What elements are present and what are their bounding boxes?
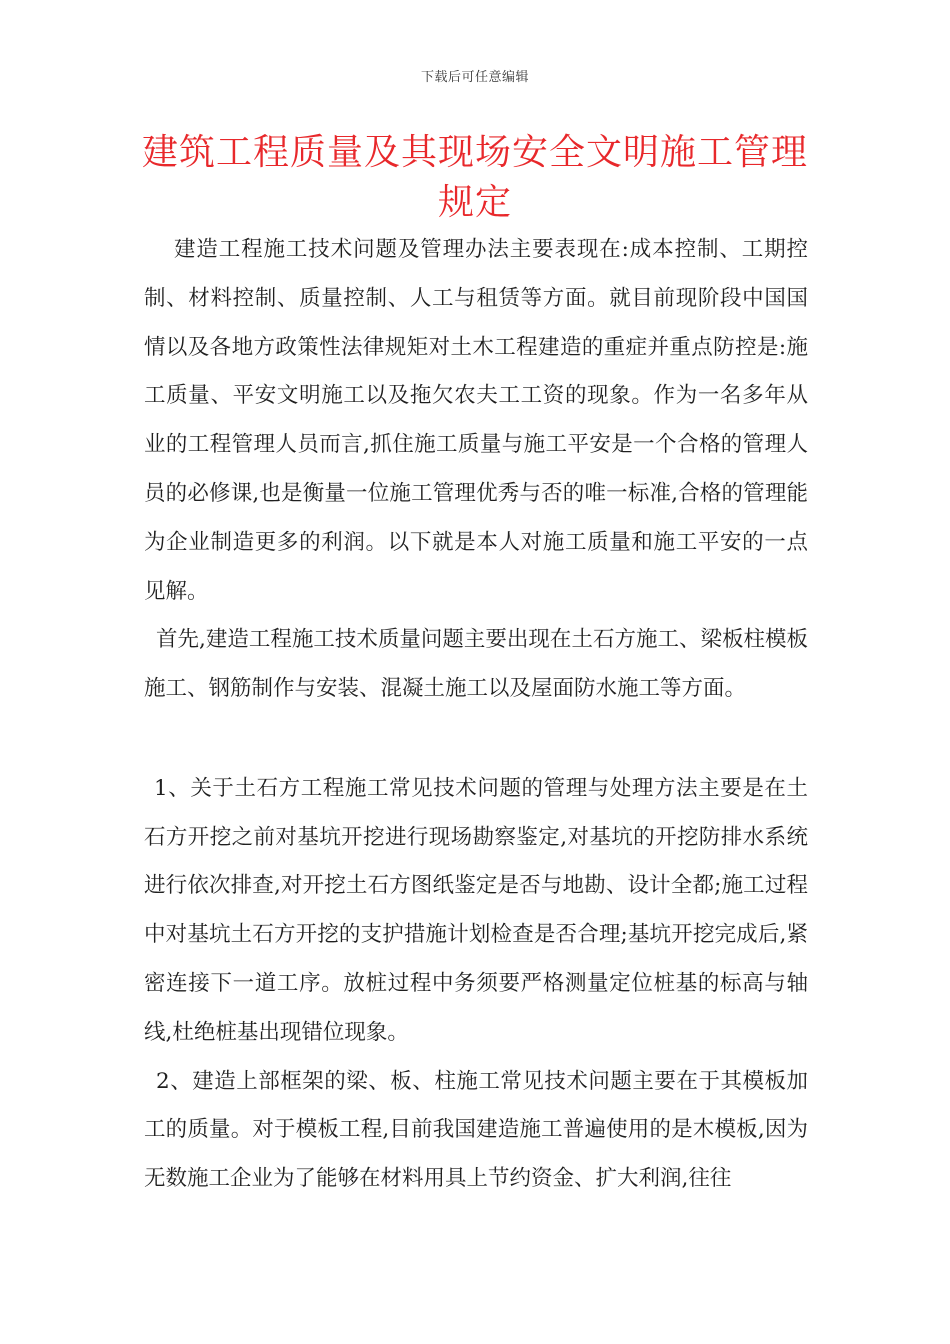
paragraph-item-2: 2、建造上部框架的梁、板、柱施工常见技术问题主要在于其模板加工的质量。对于模板工程,目前我国建造施工普遍使用的是木模板,因为无数施工企业为了能够在材料用具上节约资金、扩大利润,往往	[144, 1068, 808, 1192]
document-body	[144, 226, 808, 1204]
paragraph-item-1: 1、关于土石方工程施工常见技术问题的管理与处理方法主要是在土石方开挖之前对基坑开挖进行现场勘察鉴定,对基坑的开挖防排水系统进行依次排查,对开挖土石方图纸鉴定是否与地勘、设计全都;施工过程中对基坑土石方开挖的支护措施计划检查是否合理;基坑开挖完成后,紧密连接下一道工序。放桩过程中务须要严格测量定位桩基的标高与轴线,杜绝桩基出现错位现象。	[144, 775, 808, 1045]
paragraph-intro: 建造工程施工技术问题及管理办法主要表现在:成本控制、工期控制、材料控制、质量控制、人工与租赁等方面。就目前现阶段中国国情以及各地方政策性法律规矩对土木工程建造的重症并重点防控是:施工质量、平安文明施工以及拖欠农夫工工资的现象。作为一名多年从业的工程管理人员而言,抓住施工质量与施工平安是一个合格的管理人员的必修课,也是衡量一位施工管理优秀与否的唯一标准,合格的管理能为企业制造更多的利润。以下就是本人对施工质量和施工平安的一点见解。	[144, 237, 808, 604]
paragraph-first: 首先,建造工程施工技术质量问题主要出现在土石方施工、梁板柱模板施工、钢筋制作与安装、混凝土施工以及屋面防水施工等方面。	[144, 627, 808, 702]
header-note: 下载后可任意编辑	[420, 70, 529, 85]
document-title: 建筑工程质量及其现场安全文明施工管理规定	[141, 132, 808, 223]
paragraph-spacer	[144, 714, 808, 763]
